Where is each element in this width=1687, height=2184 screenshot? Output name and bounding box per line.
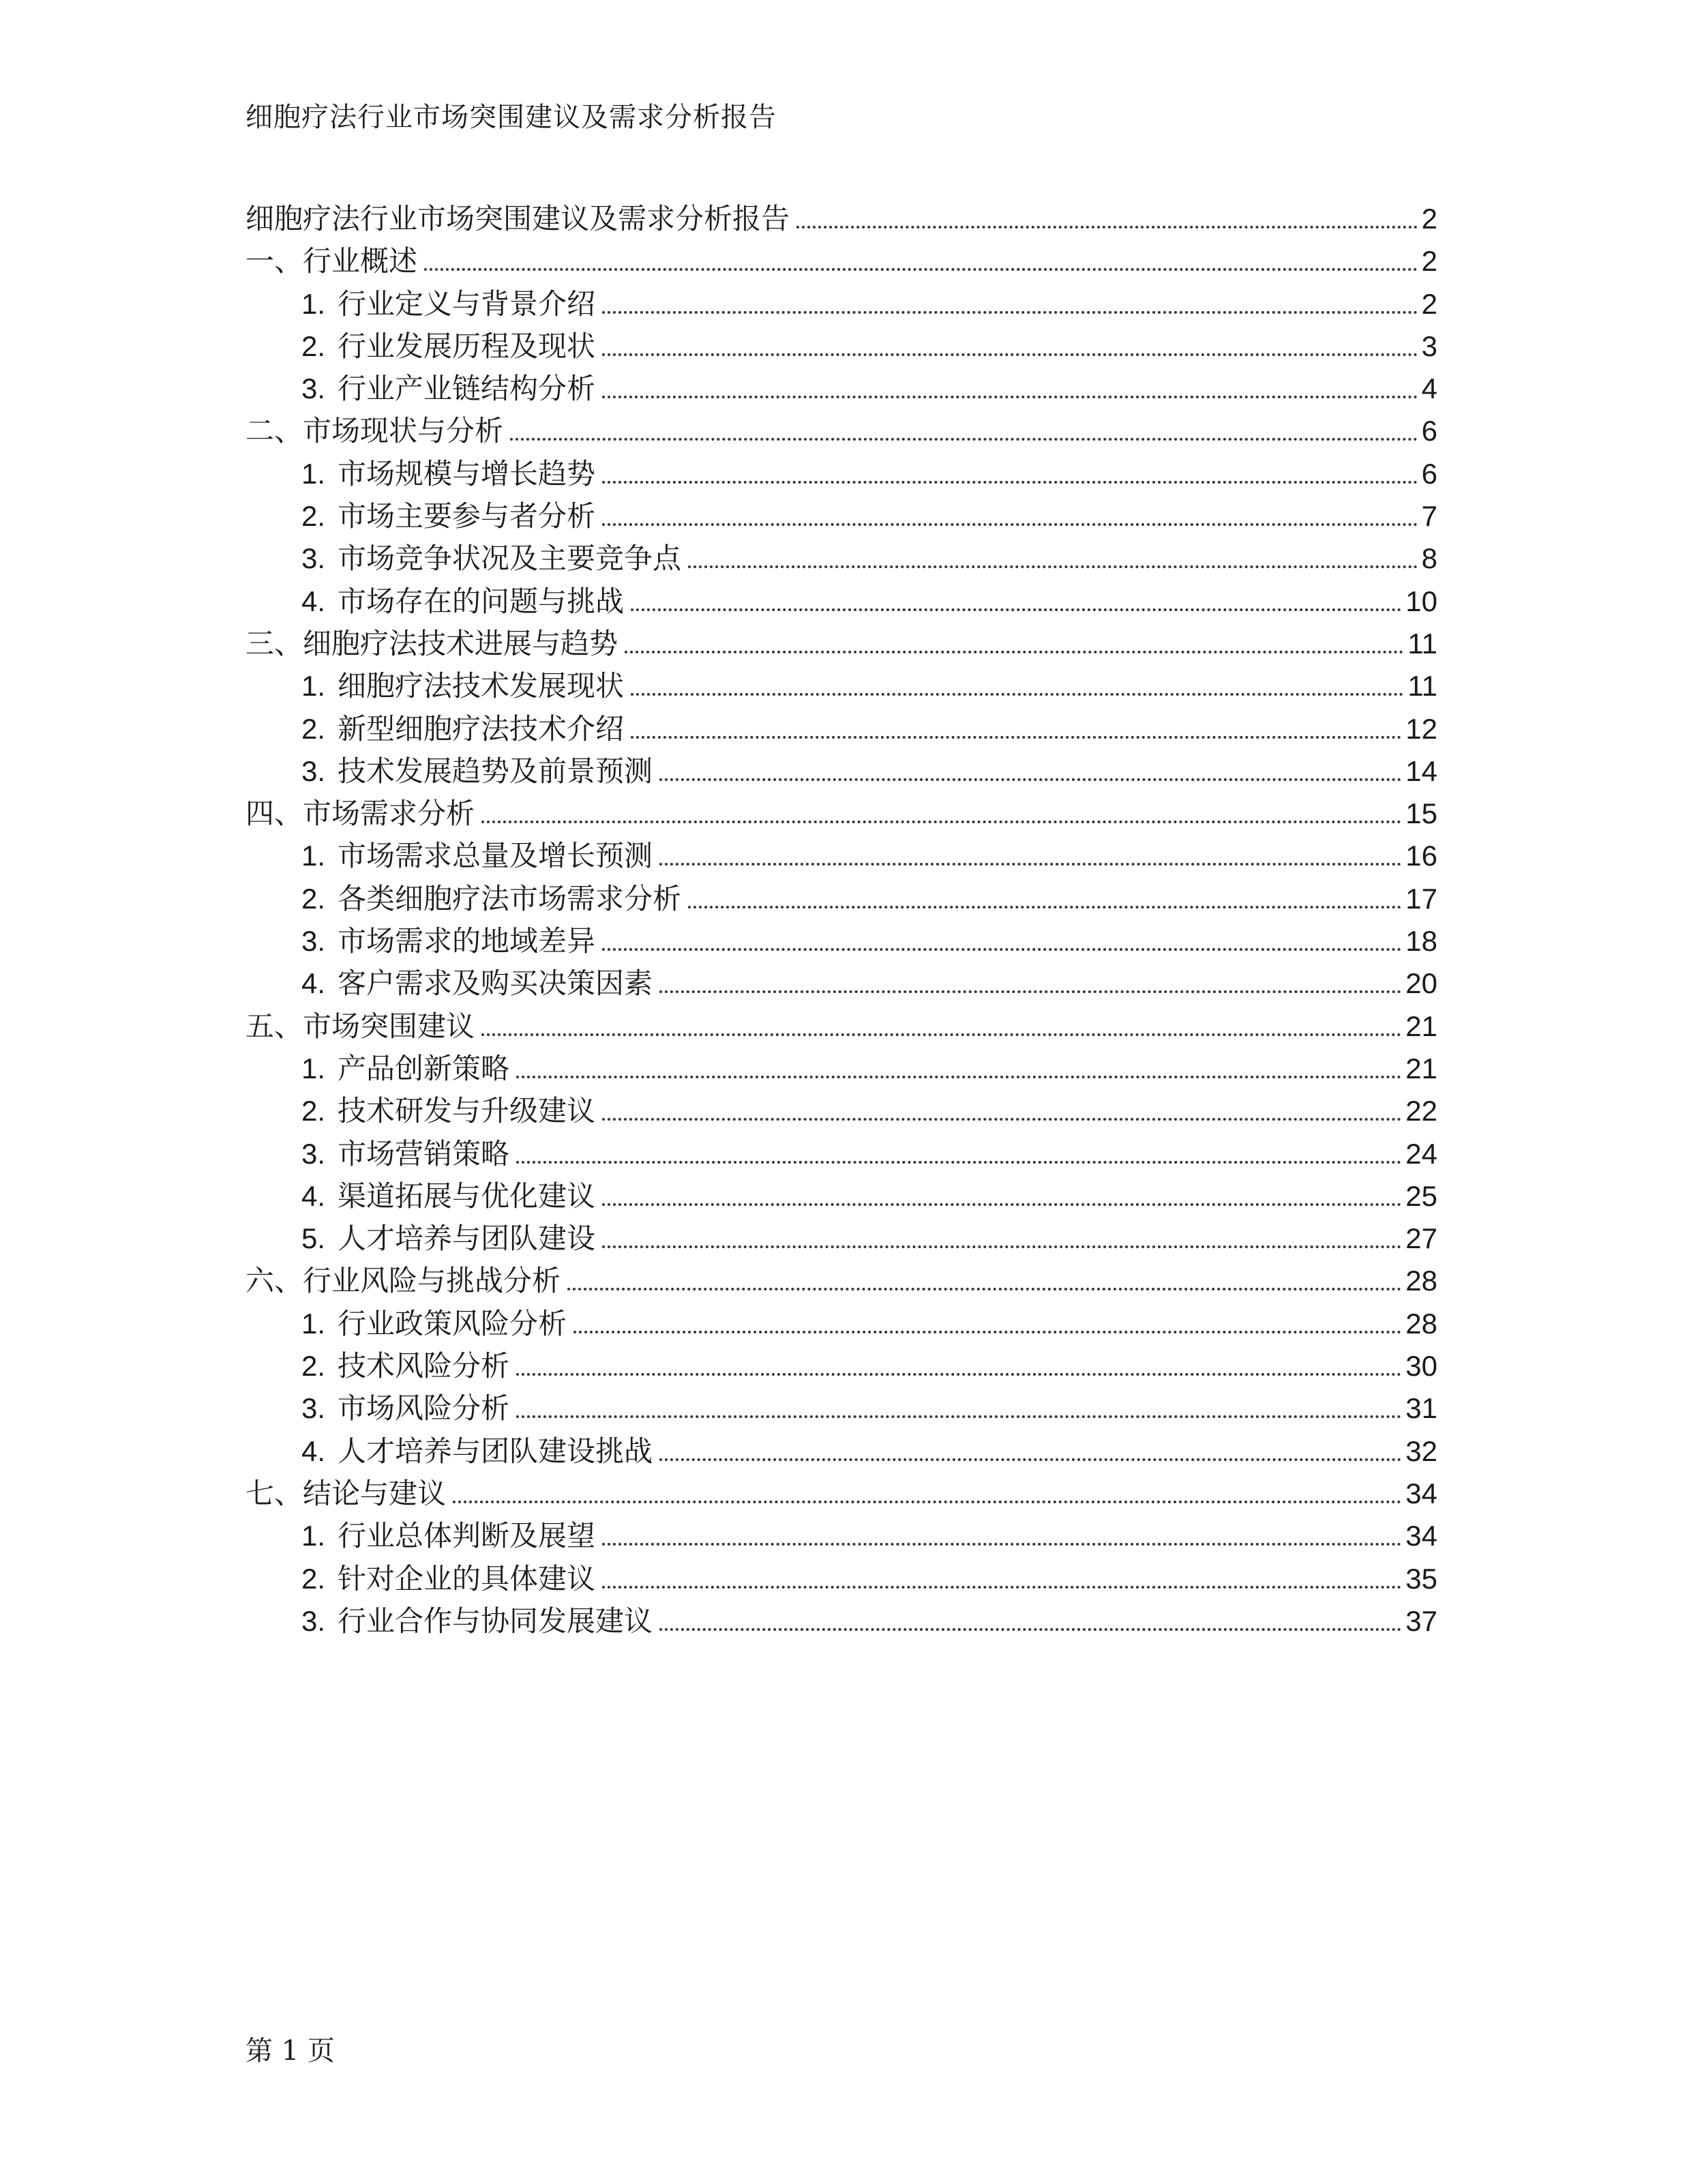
toc-entry-text: 五、市场突围建议 [245,1009,475,1043]
toc-entry-number: 1. [301,1307,326,1340]
toc-subsection-entry[interactable] [245,1430,1437,1473]
toc-subsection-entry[interactable] [245,537,1437,580]
toc-page-number: 31 [1405,1392,1437,1425]
toc-dot-leader [516,1415,1401,1418]
toc-subsection-entry[interactable] [245,283,1437,325]
toc-entry-title [301,1175,599,1218]
toc-entry-title [301,835,657,877]
toc-entry-text: 市场需求总量及增长预测 [338,839,653,873]
toc-entry-title [301,665,628,707]
toc-entry-number: 2. [301,882,326,915]
toc-entry-title [301,1048,513,1090]
toc-entry-title [301,750,657,793]
page-number-footer: 第 1 页 [245,2035,335,2067]
toc-entry-text: 行业总体判断及展望 [338,1519,596,1553]
toc-entry-text: 市场风险分析 [338,1391,510,1426]
toc-dot-leader [688,906,1401,909]
toc-entry-title [245,1260,565,1302]
toc-dot-leader [567,1288,1401,1290]
toc-entry-text: 技术研发与升级建议 [338,1094,596,1128]
toc-dot-leader [602,1118,1401,1121]
toc-entry-text: 市场规模与增长趋势 [338,456,596,490]
toc-dot-leader [659,778,1401,781]
toc-entry-text: 六、行业风险与挑战分析 [245,1264,561,1298]
toc-dot-leader [659,990,1401,993]
toc-dot-leader [602,1586,1401,1589]
toc-subsection-entry[interactable] [245,878,1437,920]
toc-dot-leader [602,481,1418,484]
toc-dot-leader [602,353,1418,356]
toc-page-number: 30 [1405,1350,1437,1383]
toc-page-number: 28 [1405,1265,1437,1297]
toc-page-number: 4 [1421,372,1437,405]
table-of-contents [245,198,1437,1642]
toc-entry-text: 技术发展趋势及前景预测 [338,754,653,788]
toc-dot-leader [659,1458,1401,1461]
toc-page-number: 14 [1405,754,1437,787]
toc-entry-text: 行业合作与协同发展建议 [338,1604,653,1638]
toc-section-entry[interactable] [245,410,1437,452]
toc-subsection-entry[interactable] [245,1133,1437,1175]
toc-entry-text: 细胞疗法技术发展现状 [338,669,625,703]
toc-dot-leader [481,1033,1401,1036]
toc-entry-text: 市场营销策略 [338,1136,510,1170]
toc-page-number: 15 [1405,797,1437,830]
toc-entry-number: 3. [301,372,326,405]
toc-page-number: 12 [1405,712,1437,745]
toc-entry-title [301,962,657,1005]
toc-entry-number: 2. [301,712,326,745]
toc-dot-leader [659,863,1401,866]
toc-dot-leader [631,736,1401,739]
toc-entry-text: 新型细胞疗法技术介绍 [338,711,625,746]
toc-page-number: 34 [1405,1477,1437,1509]
toc-subsection-entry[interactable] [245,368,1437,410]
toc-entry-title [301,920,599,962]
toc-entry-number: 1. [301,840,326,872]
toc-entry-text: 行业产业链结构分析 [338,372,596,406]
running-header: 细胞疗法行业市场突围建议及需求分析报告 [245,102,777,133]
toc-entry-title [245,410,507,452]
toc-page-number: 17 [1405,882,1437,915]
toc-section-entry[interactable] [245,1260,1437,1302]
toc-entry-title [301,368,599,410]
toc-subsection-entry[interactable] [245,1048,1437,1090]
toc-section-entry[interactable] [245,623,1437,665]
toc-entry-text: 四、市场需求分析 [245,797,475,831]
toc-page-number: 35 [1405,1562,1437,1595]
toc-page-number: 18 [1405,925,1437,958]
toc-entry-number: 3. [301,1604,326,1637]
toc-section-entry[interactable] [245,198,1437,240]
toc-page-number: 2 [1421,287,1437,320]
toc-entry-title [301,708,628,750]
toc-page-number: 3 [1421,329,1437,362]
toc-entry-title [245,240,421,282]
toc-entry-text: 渠道拓展与优化建议 [338,1179,596,1213]
toc-entry-title [301,1430,657,1473]
toc-entry-number: 2. [301,329,326,362]
toc-page-number: 32 [1405,1434,1437,1467]
toc-entry-title [301,1345,513,1387]
toc-dot-leader [602,1203,1401,1206]
toc-page-number: 34 [1405,1520,1437,1552]
toc-subsection-entry[interactable] [245,1600,1437,1642]
toc-entry-number: 2. [301,1562,326,1595]
toc-dot-leader [659,1628,1401,1631]
toc-entry-title [245,793,479,835]
toc-entry-number: 1. [301,287,326,320]
toc-subsection-entry[interactable] [245,962,1437,1005]
toc-entry-title [301,495,599,537]
toc-entry-title [301,1515,599,1557]
toc-page-number: 21 [1405,1009,1437,1042]
toc-page-number: 37 [1405,1604,1437,1637]
toc-subsection-entry[interactable] [245,920,1437,962]
toc-page-number: 2 [1421,203,1437,235]
toc-entry-text: 产品创新策略 [338,1051,510,1085]
toc-entry-number: 4. [301,585,326,617]
toc-page-number: 25 [1405,1179,1437,1212]
toc-entry-title [301,1218,599,1260]
toc-dot-leader [688,565,1418,568]
toc-entry-number: 1. [301,1052,326,1084]
toc-subsection-entry[interactable] [245,580,1437,623]
toc-dot-leader [510,438,1418,441]
toc-entry-title [245,623,622,665]
toc-page-number: 6 [1421,415,1437,447]
toc-subsection-entry[interactable] [245,1090,1437,1132]
toc-dot-leader [625,651,1403,653]
toc-entry-text: 人才培养与团队建设挑战 [338,1434,653,1468]
toc-entry-title [245,1005,479,1048]
toc-entry-title [245,198,794,240]
toc-dot-leader [796,226,1418,228]
toc-dot-leader [516,1076,1401,1078]
toc-dot-leader [602,1245,1401,1248]
toc-entry-text: 人才培养与团队建设 [338,1222,596,1256]
toc-entry-title [301,580,628,623]
toc-dot-leader [453,1501,1401,1503]
toc-section-entry[interactable] [245,240,1437,282]
toc-entry-title [301,1558,599,1600]
toc-entry-title [245,1473,450,1515]
toc-subsection-entry[interactable] [245,708,1437,750]
toc-dot-leader [602,311,1418,314]
toc-dot-leader [602,523,1418,526]
toc-page-number: 20 [1405,967,1437,1000]
toc-entry-number: 2. [301,1095,326,1127]
toc-subsection-entry[interactable] [245,325,1437,368]
toc-entry-title [301,325,599,368]
toc-entry-number: 3. [301,754,326,787]
toc-entry-text: 市场竞争状况及主要竞争点 [338,542,682,576]
toc-entry-text: 一、行业概述 [245,244,418,278]
toc-page-number: 11 [1407,670,1437,703]
toc-subsection-entry[interactable] [245,1218,1437,1260]
toc-page-number: 22 [1405,1095,1437,1127]
toc-page-number: 24 [1405,1137,1437,1170]
toc-entry-title [301,283,599,325]
toc-subsection-entry[interactable] [245,495,1437,537]
toc-section-entry[interactable] [245,1473,1437,1515]
toc-page-number: 2 [1421,245,1437,278]
toc-entry-text: 七、结论与建议 [245,1476,447,1510]
toc-subsection-entry[interactable] [245,1345,1437,1387]
toc-entry-number: 4. [301,1179,326,1212]
toc-entry-title [301,878,685,920]
toc-entry-number: 2. [301,500,326,533]
toc-subsection-entry[interactable] [245,835,1437,877]
toc-page-number: 8 [1421,542,1437,575]
toc-entry-number: 5. [301,1222,326,1255]
toc-page-number: 21 [1405,1052,1437,1084]
toc-entry-text: 针对企业的具体建议 [338,1561,596,1595]
toc-section-entry[interactable] [245,1005,1437,1048]
toc-entry-text: 技术风险分析 [338,1349,510,1383]
toc-dot-leader [573,1331,1401,1333]
toc-subsection-entry[interactable] [245,665,1437,707]
toc-page-number: 6 [1421,457,1437,490]
toc-page-number: 27 [1405,1222,1437,1255]
toc-subsection-entry[interactable] [245,1175,1437,1218]
toc-entry-number: 3. [301,542,326,575]
toc-entry-text: 各类细胞疗法市场需求分析 [338,881,682,915]
toc-page-number: 7 [1421,500,1437,533]
toc-page-number: 28 [1405,1307,1437,1340]
toc-entry-title [301,1387,513,1430]
toc-subsection-entry[interactable] [245,1558,1437,1600]
toc-subsection-entry[interactable] [245,1515,1437,1557]
toc-dot-leader [631,608,1401,611]
toc-entry-text: 市场存在的问题与挑战 [338,584,625,618]
toc-entry-number: 1. [301,670,326,703]
toc-entry-title [301,537,685,580]
toc-subsection-entry[interactable] [245,750,1437,793]
toc-entry-text: 二、市场现状与分析 [245,414,504,448]
toc-subsection-entry[interactable] [245,1303,1437,1345]
toc-entry-number: 3. [301,1137,326,1170]
toc-page-number: 11 [1407,627,1437,660]
toc-dot-leader [602,1543,1401,1546]
toc-entry-text: 市场主要参与者分析 [338,499,596,533]
toc-entry-title [301,1303,571,1345]
toc-dot-leader [602,396,1418,398]
toc-entry-text: 市场需求的地域差异 [338,924,596,958]
toc-subsection-entry[interactable] [245,1387,1437,1430]
toc-entry-number: 1. [301,1520,326,1552]
toc-dot-leader [602,948,1401,951]
toc-entry-number: 1. [301,457,326,490]
toc-subsection-entry[interactable] [245,453,1437,495]
toc-entry-title [301,1600,657,1642]
toc-entry-title [301,453,599,495]
toc-entry-title [301,1090,599,1132]
toc-section-entry[interactable] [245,793,1437,835]
toc-page-number: 16 [1405,840,1437,872]
toc-entry-text: 细胞疗法行业市场突围建议及需求分析报告 [245,202,790,235]
toc-dot-leader [481,821,1401,823]
toc-dot-leader [516,1373,1401,1376]
toc-entry-text: 行业政策风险分析 [338,1306,567,1340]
toc-dot-leader [631,693,1403,696]
toc-entry-number: 2. [301,1350,326,1383]
toc-dot-leader [424,268,1418,271]
toc-entry-number: 4. [301,1434,326,1467]
toc-dot-leader [516,1161,1401,1164]
toc-entry-title [301,1133,513,1175]
toc-entry-text: 行业定义与背景介绍 [338,286,596,321]
toc-entry-text: 行业发展历程及现状 [338,329,596,363]
toc-entry-number: 3. [301,925,326,958]
toc-entry-number: 4. [301,967,326,1000]
toc-page-number: 10 [1405,585,1437,617]
toc-entry-text: 三、细胞疗法技术进展与趋势 [245,626,618,660]
toc-entry-text: 客户需求及购买决策因素 [338,966,653,1001]
toc-entry-number: 3. [301,1392,326,1425]
